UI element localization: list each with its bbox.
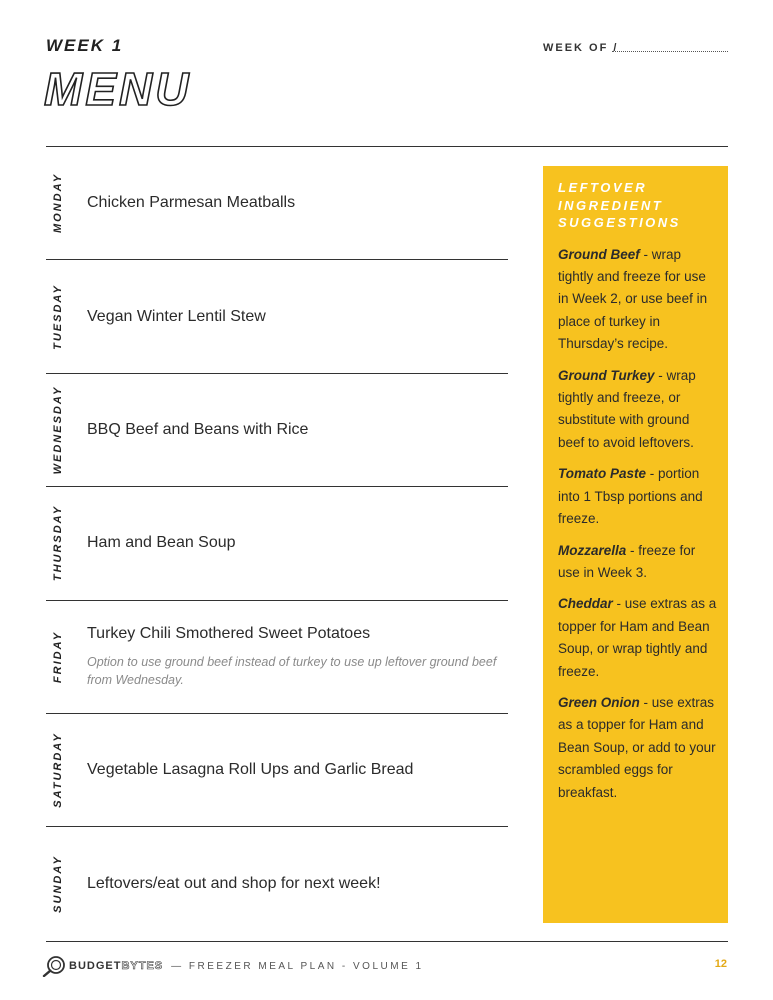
week-of-label: WEEK OF / (543, 42, 619, 54)
tip-text: - wrap tightly and freeze for use in Week 2, or use beef in place of turkey in Thursday’s recipe. (558, 246, 708, 352)
day-row-wednesday (46, 374, 508, 487)
tip-ground-turkey (558, 365, 718, 455)
week-label: WEEK 1 (46, 36, 124, 55)
meal-title: Ham and Bean Soup (87, 534, 236, 552)
day-label: MONDAY (52, 173, 64, 234)
tip-green-onion (558, 692, 718, 804)
footer-brand (42, 955, 424, 977)
day-label: WEDNESDAY (52, 385, 64, 475)
day-label: SATURDAY (52, 732, 64, 808)
meal-note: Option to use ground beef instead of turkey to use up leftover ground beef from Wednesday. (87, 654, 497, 687)
magnifier-coin-icon (42, 955, 66, 977)
page-title: MENU (44, 63, 192, 115)
tip-text: - portion into 1 Tbsp portions and freeze. (558, 466, 703, 527)
meal-title: Turkey Chili Smothered Sweet Potatoes (87, 624, 371, 642)
tip-text: - use extras as a topper for Ham and Bean Soup, or add to your scrambled eggs for breakfast. (558, 694, 716, 800)
day-label: THURSDAY (52, 505, 64, 582)
days-list (46, 147, 508, 941)
panel-title: LEFTOVER INGREDIENT SUGGESTIONS (558, 180, 681, 231)
day-label: SUNDAY (52, 855, 64, 913)
bottom-rule (46, 941, 728, 942)
page-number: 12 (714, 958, 727, 970)
day-row-sunday (46, 827, 508, 940)
tip-name: Tomato Paste (558, 466, 647, 482)
tip-name: Mozzarella (558, 542, 627, 558)
tip-ground-beef (558, 244, 718, 356)
tip-name: Cheddar (558, 596, 613, 612)
meal-title: Chicken Parmesan Meatballs (87, 194, 296, 212)
tip-tomato-paste (558, 463, 718, 530)
day-row-friday (46, 601, 508, 714)
day-label: TUESDAY (52, 283, 64, 350)
tip-text: - freeze for use in Week 3. (558, 542, 696, 580)
tip-name: Ground Turkey (558, 367, 655, 383)
day-row-thursday (46, 487, 508, 600)
day-row-tuesday (46, 260, 508, 373)
day-row-saturday (46, 714, 508, 827)
leftover-suggestions-panel (543, 166, 728, 923)
brand-budget: BUDGET (69, 960, 122, 972)
week-of-blank[interactable] (612, 42, 728, 52)
footer-text: — FREEZER MEAL PLAN - VOLUME 1 (171, 960, 424, 972)
meal-title: Vegan Winter Lentil Stew (87, 307, 266, 325)
tip-mozzarella (558, 540, 718, 585)
tip-name: Ground Beef (558, 246, 640, 262)
brand-bytes: BYTES (121, 960, 164, 972)
tip-name: Green Onion (558, 694, 640, 710)
day-row-monday (46, 147, 508, 260)
tip-text: - use extras as a topper for Ham and Bean Soup, or wrap tightly and freeze. (558, 596, 717, 679)
meal-title: Leftovers/eat out and shop for next week! (87, 875, 381, 893)
meal-title: BBQ Beef and Beans with Rice (87, 420, 309, 438)
meal-title: Vegetable Lasagna Roll Ups and Garlic Bread (87, 761, 414, 779)
day-label: FRIDAY (52, 630, 64, 683)
tip-cheddar (558, 593, 718, 683)
tip-text: - wrap tightly and freeze, or substitute with ground beef to avoid leftovers. (558, 367, 696, 450)
